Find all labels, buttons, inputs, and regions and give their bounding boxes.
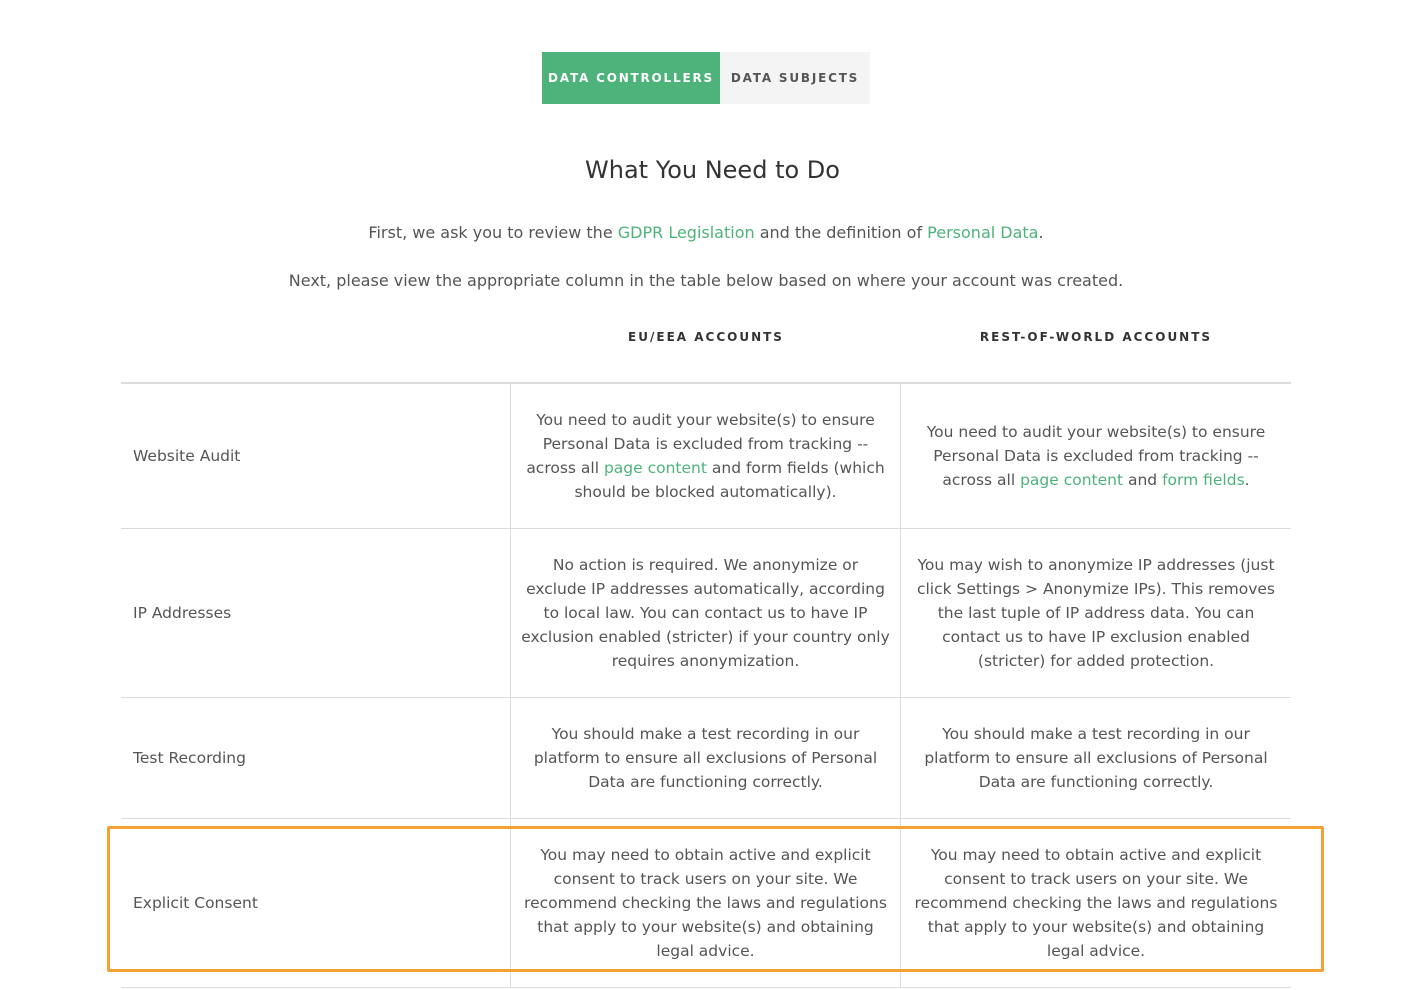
tab-data-subjects[interactable]: DATA SUBJECTS	[720, 52, 870, 104]
intro-text-1: First, we ask you to review the	[368, 223, 618, 242]
intro-paragraph	[0, 223, 1412, 242]
cell-text: You need to audit your website(s) to ensure Personal Data is excluded from tracking -- across all	[526, 411, 875, 477]
cell-text: You need to audit your website(s) to ensure Personal Data is excluded from tracking -- across all	[926, 423, 1266, 489]
table-row	[121, 529, 1291, 698]
cell-row-website-audit	[901, 384, 1291, 528]
table-row	[121, 698, 1291, 819]
cell-row-explicit-consent: You may need to obtain active and explicit consent to track users on your site. We recommend checking the laws and regulations that apply to your website(s) and obtaining legal advice.	[914, 846, 1278, 960]
gdpr-legislation-link[interactable]: GDPR Legislation	[617, 223, 755, 242]
page-content-link[interactable]: page content	[1020, 471, 1124, 489]
tab-data-controllers[interactable]: DATA CONTROLLERS	[542, 52, 720, 104]
cell-row-test-recording: You should make a test recording in our platform to ensure all exclusions of Personal Data are functioning correctly.	[924, 725, 1268, 791]
column-header-rest-of-world: REST-OF-WORLD ACCOUNTS	[979, 330, 1213, 344]
cell-eu-website-audit	[511, 384, 901, 528]
row-label-test-recording: Test Recording	[121, 698, 511, 818]
row-label-explicit-consent: Explicit Consent	[121, 819, 511, 987]
cell-eu-ip-addresses: No action is required. We anonymize or exclude IP addresses automatically, according to local law. You can contact us to have IP exclusion enabled (stricter) if your country only requires anonymization.	[511, 529, 901, 697]
page-content-link[interactable]: page content	[603, 459, 707, 477]
instruction-paragraph: Next, please view the appropriate column in the table below based on where your account was created.	[288, 271, 1124, 290]
cell-eu-test-recording: You should make a test recording in our platform to ensure all exclusions of Personal Data are functioning correctly.	[511, 698, 901, 818]
cell-eu-explicit-consent: You may need to obtain active and explicit consent to track users on your site. We recommend checking the laws and regulations that apply to your website(s) and obtaining legal advice.	[511, 819, 901, 987]
cell-row-ip-addresses: You may wish to anonymize IP addresses (just click Settings > Anonymize IPs). This removes the last tuple of IP address data. You can contact us to have IP exclusion enabled (stricter) for added protection.	[916, 556, 1276, 670]
personal-data-link[interactable]: Personal Data	[927, 223, 1039, 242]
page-title: What You Need to Do	[585, 156, 840, 184]
cell-text: and	[1123, 471, 1163, 489]
row-label-ip-addresses: IP Addresses	[121, 529, 511, 697]
intro-text-3: .	[1038, 223, 1044, 242]
table-row	[121, 384, 1291, 529]
table-row	[121, 819, 1291, 988]
audience-tabs	[542, 52, 870, 104]
cell-text: and form fields (which should be blocked automatically).	[574, 459, 885, 501]
form-fields-link[interactable]: form fields	[1162, 471, 1245, 489]
requirements-table	[121, 382, 1291, 988]
intro-text-2: and the definition of	[754, 223, 928, 242]
row-label-website-audit: Website Audit	[121, 384, 511, 528]
cell-text: .	[1244, 471, 1250, 489]
column-header-eu: EU/EEA ACCOUNTS	[628, 330, 784, 344]
